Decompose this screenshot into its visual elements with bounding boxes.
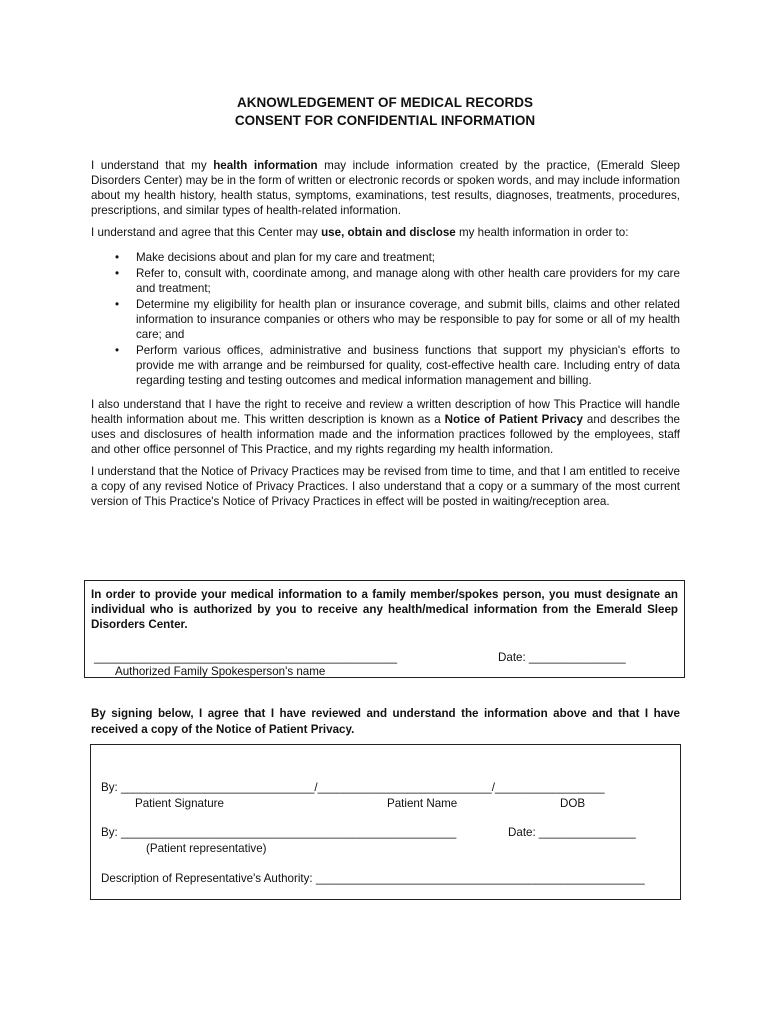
para2-post: my health information in order to:: [455, 226, 629, 239]
para2-pre: I understand and agree that this Center may: [91, 226, 322, 239]
patient-signature-line[interactable]: By: ______________________________/___________________________/_________________: [101, 781, 605, 794]
use-disclose-paragraph: [91, 225, 680, 240]
para3-pre: I also understand that I have the right to receive and review a written description of how This Practice will handle health information about me. This written description is known as a: [91, 398, 680, 426]
list-item: [115, 343, 680, 388]
list-item-text: Perform various offices, administrative and business functions that support my physician's efforts to provide me with arrange and be reimbursed for quality, cost-effective health care. Including entry of data regarding testing and testing outcomes and medical information management and billing.: [136, 344, 680, 387]
bullet-icon: •: [115, 298, 120, 311]
revision-paragraph: I understand that the Notice of Privacy Practices may be revised from time to time, and that I am entitled to receive a copy of any revised Notice of Privacy Practices. I also understand that a copy or a summary of the most current version of This Practice's Notice of Privacy Practices in effect will be posted in waiting/reception area.: [91, 465, 680, 508]
bullet-icon: •: [115, 251, 120, 264]
representative-date-field[interactable]: Date: _______________: [508, 826, 636, 839]
representative-authority-field[interactable]: Description of Representative's Authority: ___________________________________________________: [101, 872, 645, 885]
list-item: [115, 266, 680, 296]
dob-caption: DOB: [560, 797, 586, 810]
patient-name-caption: Patient Name: [387, 797, 458, 810]
spokesperson-name-caption: Authorized Family Spokesperson's name: [115, 665, 326, 678]
para1-post: may include information created by the practice, (Emerald Sleep Disorders Center) may be in the form of written or electronic records or spoken words, and may include information about my health history, health status, symptoms, examinations, test results, diagnoses, treatments, procedures, prescriptions, and similar types of health-related information.: [91, 159, 680, 217]
form-body: [91, 158, 680, 516]
bullet-icon: •: [115, 267, 120, 280]
list-item: [115, 250, 680, 265]
bullet-icon: •: [115, 344, 120, 357]
list-item-text: Determine my eligibility for health plan or insurance coverage, and submit bills, claims and other related information to insurance companies or others who may be responsible to pay for some or all of my health care; and: [136, 298, 680, 341]
family-spokesperson-box: [84, 580, 685, 678]
representative-signature-line[interactable]: By: ____________________________________________________: [101, 826, 457, 839]
para1-bold: health information: [213, 159, 318, 172]
list-item: [115, 297, 680, 342]
spokesperson-name-field[interactable]: _______________________________________________: [94, 651, 398, 664]
list-item-text: Make decisions about and plan for my care and treatment;: [136, 251, 436, 264]
privacy-notice-paragraph: [91, 397, 680, 457]
para2-bold: use, obtain and disclose: [321, 226, 456, 239]
list-item-text: Refer to, consult with, coordinate among, and manage along with other health care providers for my care and treatment;: [136, 267, 680, 295]
title-line-2: CONSENT FOR CONFIDENTIAL INFORMATION: [234, 113, 536, 128]
representative-caption: (Patient representative): [146, 842, 267, 855]
agreement-statement: By signing below, I agree that I have reviewed and understand the information above and that I have received a copy of the Notice of Patient Privacy.: [91, 707, 680, 736]
patient-signature-caption: Patient Signature: [135, 797, 224, 810]
title-line-1: AKNOWLEDGEMENT OF MEDICAL RECORDS: [237, 95, 533, 110]
spokesperson-date-field[interactable]: Date: _______________: [498, 651, 626, 664]
para3-bold: Notice of Patient Privacy: [444, 413, 583, 426]
para3-post: and describes the uses and disclosures of health information made and the information practices followed by the employees, staff and other office personnel of This Practice, and my rights regarding my health information.: [91, 413, 680, 456]
signature-box: [90, 744, 681, 900]
purpose-list: [91, 250, 680, 388]
para1-pre: I understand that my: [91, 159, 214, 172]
health-information-paragraph: [91, 158, 680, 218]
family-box-text: In order to provide your medical information to a family member/spokes person, you must designate an individual who is authorized by you to receive any health/medical information from the Emerald Sleep Disorders Center.: [91, 588, 678, 631]
form-title: [0, 94, 770, 130]
